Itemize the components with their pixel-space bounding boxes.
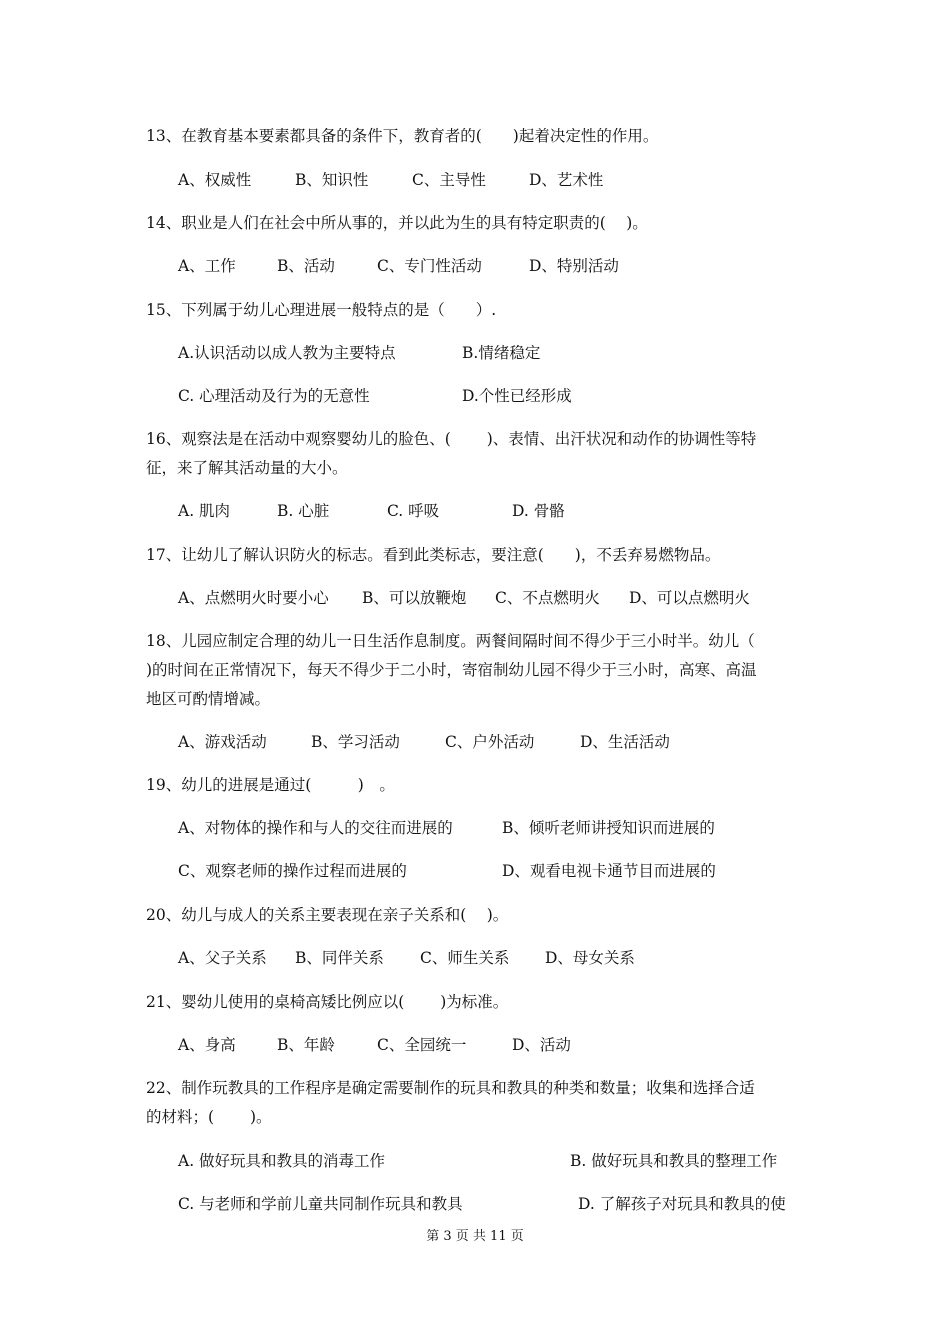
question-q14-line-1: 14、职业是人们在社会中所从事的，并以此为生的具有特定职责的( )。 [146, 214, 648, 232]
option-q20-4: D、母女关系 [545, 949, 635, 967]
option-q16-2: B. 心脏 [277, 502, 330, 520]
option-q14-3: C、专门性活动 [377, 257, 482, 275]
option-q21-2: B、年龄 [277, 1036, 335, 1054]
option-q15-1: A.认识活动以成人教为主要特点 [178, 344, 396, 362]
option-q20-3: C、师生关系 [420, 949, 510, 967]
page-footer: 第 3 页 共 11 页 [426, 1229, 524, 1244]
option-q17-4: D、可以点燃明火 [629, 589, 750, 607]
option-q19-3: C、观察老师的操作过程而进展的 [178, 862, 407, 880]
question-q18-line-2: )的时间在正常情况下，每天不得少于二小时，寄宿制幼儿园不得少于三小时，高寒、高温 [146, 661, 757, 679]
question-q18-line-3: 地区可酌情增减。 [146, 690, 271, 708]
option-q17-2: B、可以放鞭炮 [362, 589, 467, 607]
option-q17-1: A、点燃明火时要小心 [178, 589, 329, 607]
option-q13-2: B、知识性 [295, 171, 369, 189]
option-q15-2: B.情绪稳定 [462, 344, 541, 362]
question-q15-line-1: 15、下列属于幼儿心理进展一般特点的是（ ）. [146, 301, 497, 319]
option-q14-4: D、特别活动 [529, 257, 619, 275]
option-q19-2: B、倾听老师讲授知识而进展的 [502, 819, 715, 837]
question-q16-line-1: 16、观察法是在活动中观察婴幼儿的脸色、( )、表情、出汗状况和动作的协调性等特 [146, 430, 757, 448]
question-q18-line-1: 18、儿园应制定合理的幼儿一日生活作息制度。两餐间隔时间不得少于三小时半。幼儿（ [146, 632, 755, 650]
question-q20-line-1: 20、幼儿与成人的关系主要表现在亲子关系和( )。 [146, 906, 509, 924]
option-q17-3: C、不点燃明火 [495, 589, 600, 607]
option-q16-3: C. 呼吸 [387, 502, 440, 520]
option-q20-1: A、父子关系 [178, 949, 267, 967]
option-q20-2: B、同伴关系 [295, 949, 384, 967]
option-q16-1: A. 肌肉 [178, 502, 231, 520]
question-q13-line-1: 13、在教育基本要素都具备的条件下，教育者的( )起着决定性的作用。 [146, 127, 659, 145]
question-q17-line-1: 17、让幼儿了解认识防火的标志。看到此类标志，要注意( )，不丢弃易燃物品。 [146, 546, 721, 564]
option-q19-1: A、对物体的操作和与人的交往而进展的 [178, 819, 453, 837]
option-q16-4: D. 骨骼 [512, 502, 565, 520]
option-q21-3: C、全园统一 [377, 1036, 467, 1054]
option-q13-4: D、艺术性 [529, 171, 604, 189]
option-q18-4: D、生活活动 [580, 733, 670, 751]
option-q14-2: B、活动 [277, 257, 335, 275]
question-q16-line-2: 征，来了解其活动量的大小。 [146, 459, 348, 477]
question-q22-line-1: 22、制作玩教具的工作程序是确定需要制作的玩具和教具的种类和数量；收集和选择合适 [146, 1079, 755, 1097]
option-q22-2: B. 做好玩具和教具的整理工作 [570, 1152, 778, 1170]
option-q15-3: C. 心理活动及行为的无意性 [178, 387, 370, 405]
option-q21-4: D、活动 [512, 1036, 571, 1054]
option-q19-4: D、观看电视卡通节目而进展的 [502, 862, 716, 880]
question-q19-line-1: 19、幼儿的进展是通过( ) 。 [146, 776, 395, 794]
option-q14-1: A、工作 [178, 257, 236, 275]
option-q18-1: A、游戏活动 [178, 733, 267, 751]
question-q21-line-1: 21、婴幼儿使用的桌椅高矮比例应以( )为标准。 [146, 993, 509, 1011]
question-q22-line-2: 的材料；( )。 [146, 1108, 272, 1126]
option-q22-4: D. 了解孩子对玩具和教具的使 [578, 1195, 786, 1213]
option-q13-1: A、权威性 [178, 171, 252, 189]
option-q15-4: D.个性已经形成 [462, 387, 572, 405]
option-q18-2: B、学习活动 [311, 733, 400, 751]
option-q18-3: C、户外活动 [445, 733, 535, 751]
option-q21-1: A、身高 [178, 1036, 236, 1054]
option-q13-3: C、主导性 [412, 171, 486, 189]
option-q22-1: A. 做好玩具和教具的消毒工作 [178, 1152, 386, 1170]
option-q22-3: C. 与老师和学前儿童共同制作玩具和教具 [178, 1195, 463, 1213]
